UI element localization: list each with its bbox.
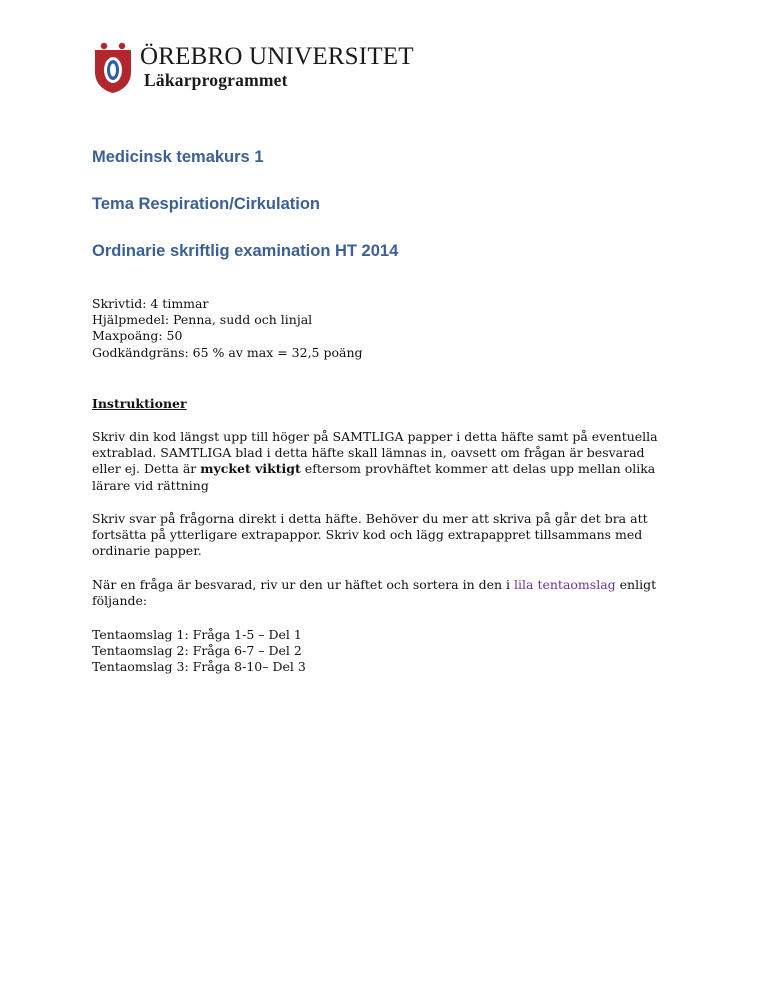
text-fragment: enligt bbox=[615, 577, 657, 592]
instructions-paragraph-sorting bbox=[92, 577, 682, 609]
text-line: följande: bbox=[92, 593, 148, 609]
university-shield-icon bbox=[92, 42, 134, 94]
instructions-title: Instruktioner bbox=[92, 396, 187, 411]
purple-envelope-text: lila tentaomslag bbox=[514, 577, 616, 592]
instructions-paragraph-answers bbox=[92, 511, 682, 560]
allowed-aids: Hjälpmedel: Penna, sudd och linjal bbox=[92, 312, 313, 328]
program-name: Läkarprogrammet bbox=[144, 70, 288, 90]
important-emphasis: mycket viktigt bbox=[200, 461, 301, 477]
text-line bbox=[92, 461, 682, 477]
text-line: fortsätta på ytterligare extrapappor. Skriv kod och lägg extrapappret tillsammans med bbox=[92, 527, 643, 543]
text-line: Skriv svar på frågorna direkt i detta häfte. Behöver du mer att skriva på går det bra att bbox=[92, 511, 648, 526]
theme-title: Tema Respiration/Cirkulation bbox=[92, 195, 320, 213]
text-line: ordinarie papper. bbox=[92, 543, 202, 559]
pass-threshold: Godkändgräns: 65 % av max = 32,5 poäng bbox=[92, 344, 363, 360]
text-fragment: När en fråga är besvarad, riv ur den ur häftet och sortera in den i bbox=[92, 577, 515, 592]
envelope-item: Tentaomslag 2: Fråga 6-7 – Del 2 bbox=[92, 643, 302, 659]
exam-info bbox=[92, 296, 682, 361]
text-line: lärare vid rättning bbox=[92, 477, 209, 493]
university-logo bbox=[92, 42, 432, 94]
course-title: Medicinsk temakurs 1 bbox=[92, 148, 264, 166]
max-points: Maxpoäng: 50 bbox=[92, 328, 183, 344]
envelope-item: Tentaomslag 1: Fråga 1-5 – Del 1 bbox=[92, 627, 302, 642]
envelope-item: Tentaomslag 3: Fråga 8-10– Del 3 bbox=[92, 659, 306, 675]
exam-title: Ordinarie skriftlig examination HT 2014 bbox=[92, 242, 399, 260]
text-fragment: eller ej. Detta är bbox=[92, 461, 201, 477]
instructions-paragraph-code bbox=[92, 429, 682, 494]
instructions-heading bbox=[92, 396, 682, 412]
writing-time: Skrivtid: 4 timmar bbox=[92, 296, 209, 311]
text-line: extrablad. SAMTLIGA blad i detta häfte skall lämnas in, oavsett om frågan är besvarad bbox=[92, 445, 645, 461]
text-line: Skriv din kod längst upp till höger på SAMTLIGA papper i detta häfte samt på eventuella bbox=[92, 429, 658, 444]
envelope-list bbox=[92, 627, 682, 676]
text-fragment: eftersom provhäftet kommer att delas upp mellan olika bbox=[300, 461, 656, 477]
text-line bbox=[92, 577, 682, 593]
university-name: ÖREBRO UNIVERSITET bbox=[140, 43, 414, 70]
